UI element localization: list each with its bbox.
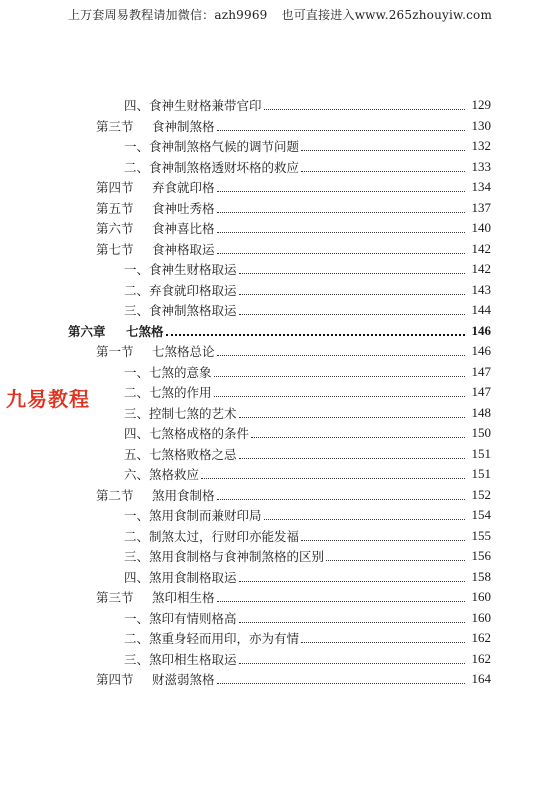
header-website-text: 也可直接进入www.265zhouyiw.com bbox=[281, 8, 493, 22]
toc-label bbox=[124, 158, 299, 176]
toc-prefix: 一、 bbox=[124, 508, 150, 523]
toc-dot-leader bbox=[239, 580, 465, 582]
toc-label bbox=[124, 96, 262, 114]
toc-dot-leader bbox=[217, 190, 465, 192]
toc-page-number: 162 bbox=[471, 630, 491, 645]
toc-prefix: 六、 bbox=[124, 467, 150, 482]
toc-dot-leader bbox=[239, 272, 465, 274]
toc-prefix: 二、 bbox=[124, 528, 150, 544]
toc-prefix: 一、 bbox=[124, 364, 150, 380]
toc-label bbox=[124, 527, 299, 545]
toc-title: 食神制煞格透财坏格的救应 bbox=[149, 159, 300, 175]
toc-dot-leader bbox=[214, 375, 465, 377]
toc-item-row bbox=[124, 444, 491, 464]
toc-label bbox=[124, 609, 237, 627]
toc-title: 七煞的作用 bbox=[149, 385, 212, 400]
toc-prefix: 第四节 bbox=[96, 672, 134, 687]
toc-title: 七煞格败格之忌 bbox=[149, 446, 237, 462]
toc-title: 制煞太过，行财印亦能发福 bbox=[149, 528, 300, 544]
toc-title: 食神制煞格气候的调节问题 bbox=[149, 139, 300, 154]
toc-item-row bbox=[124, 608, 491, 628]
toc-label bbox=[96, 240, 215, 258]
toc-label bbox=[124, 260, 237, 278]
toc-prefix: 五、 bbox=[124, 446, 150, 462]
toc-label bbox=[124, 301, 237, 319]
toc-dot-leader bbox=[217, 211, 465, 213]
toc-title: 煞用食制格与食神制煞格的区别 bbox=[149, 549, 325, 564]
toc-page-number: 158 bbox=[471, 568, 491, 584]
toc-dot-leader bbox=[217, 129, 465, 131]
toc-prefix: 第二节 bbox=[96, 487, 134, 503]
toc-page-number: 164 bbox=[471, 671, 491, 686]
toc-dot-leader bbox=[217, 682, 465, 684]
toc-prefix: 第五节 bbox=[96, 200, 134, 216]
watermark-logo: 九易教程 bbox=[6, 387, 90, 411]
toc-dot-leader bbox=[264, 108, 465, 110]
toc-prefix: 第三节 bbox=[96, 118, 134, 134]
toc-page-number: 150 bbox=[471, 425, 491, 440]
toc-title: 弃食就印格 bbox=[152, 180, 215, 195]
toc-section-row bbox=[96, 341, 491, 361]
toc-page-number: 133 bbox=[471, 158, 491, 174]
toc-page-number: 160 bbox=[471, 609, 491, 625]
toc-dot-leader bbox=[326, 559, 465, 561]
toc-page-number: 130 bbox=[471, 117, 491, 133]
toc-dot-leader bbox=[301, 539, 465, 541]
toc-label bbox=[124, 281, 237, 299]
toc-label bbox=[96, 486, 215, 504]
toc-prefix: 一、 bbox=[124, 610, 150, 626]
toc-label bbox=[96, 588, 215, 606]
toc-section-row bbox=[96, 239, 491, 259]
toc-page-number: 132 bbox=[471, 138, 491, 153]
toc-label bbox=[124, 424, 249, 442]
toc-prefix: 三、 bbox=[124, 651, 150, 667]
toc-dot-leader bbox=[217, 498, 465, 500]
toc-label bbox=[124, 547, 324, 565]
toc-title: 控制七煞的艺术 bbox=[149, 405, 237, 421]
toc-label bbox=[124, 568, 237, 586]
toc-label bbox=[96, 117, 215, 135]
toc-page-number: 147 bbox=[471, 384, 491, 399]
toc-page-number: 155 bbox=[471, 527, 491, 543]
toc-dot-leader bbox=[239, 416, 465, 418]
toc-item-row bbox=[124, 649, 491, 669]
toc-prefix: 三、 bbox=[124, 405, 150, 421]
toc-page-number: 147 bbox=[471, 363, 491, 379]
toc-label bbox=[96, 670, 215, 688]
toc-section-row bbox=[96, 485, 491, 505]
toc-title: 煞印相生格取运 bbox=[149, 651, 237, 667]
toc-title: 食神生财格兼带官印 bbox=[149, 98, 262, 113]
toc-label bbox=[68, 322, 164, 340]
toc-page-number: 142 bbox=[471, 240, 491, 256]
toc-title: 食神格取运 bbox=[152, 241, 215, 257]
toc-page-number: 154 bbox=[471, 507, 491, 522]
toc-item-row bbox=[124, 157, 491, 177]
toc-page-number: 151 bbox=[471, 445, 491, 461]
toc-section-row bbox=[96, 218, 491, 238]
header-banner bbox=[0, 6, 560, 23]
toc-dot-leader bbox=[301, 149, 465, 151]
toc-prefix: 第六章 bbox=[68, 323, 106, 339]
toc-label bbox=[124, 137, 299, 155]
toc-label bbox=[124, 465, 199, 483]
toc-dot-leader bbox=[217, 252, 465, 254]
toc-dot-leader bbox=[239, 293, 465, 295]
toc-item-row bbox=[124, 423, 491, 443]
toc-section-row bbox=[96, 587, 491, 607]
toc-section-row bbox=[96, 177, 491, 197]
toc-page-number: 137 bbox=[471, 199, 491, 215]
toc-page-number: 144 bbox=[471, 302, 491, 317]
toc-prefix: 四、 bbox=[124, 569, 150, 585]
toc-prefix: 一、 bbox=[124, 139, 150, 154]
toc-item-row bbox=[124, 546, 491, 566]
toc-label bbox=[124, 404, 237, 422]
toc-page-number: 156 bbox=[471, 548, 491, 563]
toc-title: 食神制煞格 bbox=[152, 118, 215, 134]
toc-section-row bbox=[96, 116, 491, 136]
toc-prefix: 四、 bbox=[124, 98, 150, 113]
toc-section-row bbox=[96, 669, 491, 689]
toc-dot-leader bbox=[201, 477, 465, 479]
toc-dot-leader bbox=[239, 621, 465, 623]
toc-prefix: 二、 bbox=[124, 159, 150, 175]
toc-label bbox=[96, 199, 215, 217]
toc-page-number: 152 bbox=[471, 486, 491, 502]
toc-title: 煞用食制格 bbox=[152, 487, 215, 503]
toc-dot-leader bbox=[217, 354, 465, 356]
toc-prefix: 三、 bbox=[124, 549, 150, 564]
toc-prefix: 第六节 bbox=[96, 221, 134, 236]
toc-dot-leader bbox=[239, 662, 465, 664]
toc-dot-leader bbox=[264, 518, 465, 520]
toc-dot-leader bbox=[166, 333, 465, 336]
toc-item-row bbox=[124, 382, 491, 402]
toc-dot-leader bbox=[214, 395, 465, 397]
toc-prefix: 第三节 bbox=[96, 590, 134, 605]
toc-label bbox=[124, 383, 212, 401]
toc-label bbox=[96, 342, 215, 360]
toc-prefix: 一、 bbox=[124, 262, 150, 277]
toc-page-number: 146 bbox=[471, 322, 491, 338]
toc-title: 食神生财格取运 bbox=[149, 262, 237, 277]
toc-page-number: 140 bbox=[471, 220, 491, 235]
toc-label bbox=[124, 445, 237, 463]
toc-dot-leader bbox=[217, 600, 465, 602]
toc-title: 七煞格总论 bbox=[152, 344, 215, 359]
toc-prefix: 第七节 bbox=[96, 241, 134, 257]
toc-item-row bbox=[124, 259, 491, 279]
toc-title: 七煞格 bbox=[126, 323, 164, 339]
toc-page-number: 162 bbox=[471, 650, 491, 666]
toc-dot-leader bbox=[239, 313, 465, 315]
toc-label bbox=[124, 506, 262, 524]
toc-dot-leader bbox=[217, 231, 465, 233]
toc-label bbox=[124, 363, 212, 381]
toc-item-row bbox=[124, 300, 491, 320]
toc-page-number: 151 bbox=[471, 466, 491, 481]
toc-item-row bbox=[124, 505, 491, 525]
toc-title: 七煞的意象 bbox=[149, 364, 212, 380]
toc-dot-leader bbox=[251, 436, 465, 438]
toc-dot-leader bbox=[301, 641, 465, 643]
toc-title: 煞用食制而兼财印局 bbox=[149, 508, 262, 523]
toc-chapter-row bbox=[68, 321, 491, 341]
toc-page-number: 146 bbox=[471, 343, 491, 358]
toc-item-row bbox=[124, 464, 491, 484]
toc-title: 煞重身轻而用印，亦为有情 bbox=[149, 631, 300, 646]
toc-title: 煞印有情则格高 bbox=[149, 610, 237, 626]
toc-label bbox=[124, 650, 237, 668]
toc-title: 煞用食制格取运 bbox=[149, 569, 237, 585]
toc-title: 煞印相生格 bbox=[152, 590, 215, 605]
toc-page-number: 148 bbox=[471, 404, 491, 420]
toc-item-row bbox=[124, 280, 491, 300]
toc-title: 食神制煞格取运 bbox=[149, 303, 237, 318]
toc-page-number: 142 bbox=[471, 261, 491, 276]
toc-title: 七煞格成格的条件 bbox=[149, 426, 250, 441]
toc-title: 食神吐秀格 bbox=[152, 200, 215, 216]
toc-prefix: 二、 bbox=[124, 631, 150, 646]
toc-item-row bbox=[124, 95, 491, 115]
toc-page-number: 134 bbox=[471, 179, 491, 194]
toc-item-row bbox=[124, 403, 491, 423]
toc-prefix: 三、 bbox=[124, 303, 150, 318]
toc-item-row bbox=[124, 567, 491, 587]
toc-item-row bbox=[124, 628, 491, 648]
toc-page-number: 143 bbox=[471, 281, 491, 297]
toc-dot-leader bbox=[239, 457, 465, 459]
toc-item-row bbox=[124, 362, 491, 382]
toc-page-number: 129 bbox=[471, 97, 491, 112]
toc-prefix: 二、 bbox=[124, 282, 150, 298]
toc-title: 弃食就印格取运 bbox=[149, 282, 237, 298]
toc-title: 财滋弱煞格 bbox=[152, 672, 215, 687]
toc-item-row bbox=[124, 136, 491, 156]
toc-label bbox=[96, 219, 215, 237]
toc-page-number: 160 bbox=[471, 589, 491, 604]
toc-prefix: 二、 bbox=[124, 385, 150, 400]
toc-label bbox=[124, 629, 299, 647]
toc-item-row bbox=[124, 526, 491, 546]
toc-dot-leader bbox=[301, 170, 465, 172]
toc-title: 煞格救应 bbox=[149, 467, 200, 482]
toc-prefix: 第四节 bbox=[96, 180, 134, 195]
toc-prefix: 第一节 bbox=[96, 344, 134, 359]
toc-prefix: 四、 bbox=[124, 426, 150, 441]
header-wechat-text: 上万套周易教程请加微信：azh9969 bbox=[67, 8, 268, 22]
toc-label bbox=[96, 178, 215, 196]
toc-title: 食神喜比格 bbox=[152, 221, 215, 236]
toc-section-row bbox=[96, 198, 491, 218]
